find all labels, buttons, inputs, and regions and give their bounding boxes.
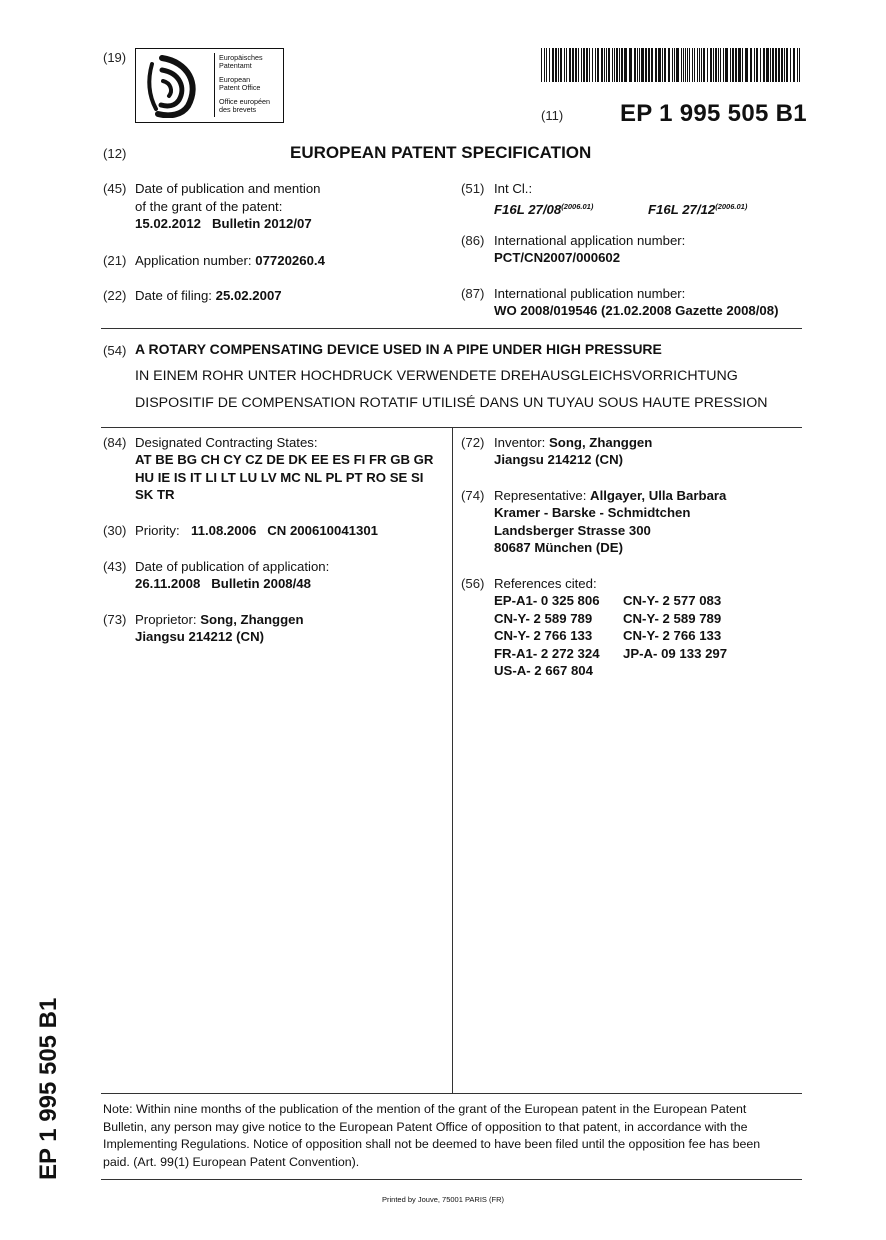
f86-label: International application number:: [494, 233, 686, 248]
barcode-bar: [750, 48, 752, 82]
reference-cell: EP-A1- 0 325 806: [494, 593, 600, 608]
barcode-bar: [581, 48, 582, 82]
reference-cell: CN-Y- 2 577 083: [623, 593, 722, 608]
table-row: [494, 627, 727, 645]
barcode-bar: [645, 48, 647, 82]
f45-value: 15.02.2012 Bulletin 2012/07: [135, 216, 312, 231]
proprietor-name: Song, Zhanggen: [200, 612, 304, 627]
barcode-bar: [621, 48, 623, 82]
barcode-bar: [572, 48, 574, 82]
title-de: IN EINEM ROHR UNTER HOCHDRUCK VERWENDETE DREHAUSGLEICHSVORRICHTUNG: [135, 368, 738, 384]
note-line-4: paid. (Art. 99(1) European Patent Convention).: [103, 1155, 360, 1169]
table-row: [494, 592, 727, 610]
barcode-bar: [662, 48, 663, 82]
barcode-bar: [597, 48, 599, 82]
f22-code: (22): [103, 288, 127, 303]
int-class-2-version: (2006.01): [715, 202, 748, 211]
reference-cell: JP-A- 09 133 297: [623, 645, 728, 661]
f84-code: (84): [103, 435, 127, 450]
f74-label: Representative:: [494, 488, 587, 503]
priority-value: 11.08.2006 CN 200610041301: [191, 523, 378, 538]
barcode-bar: [713, 48, 714, 82]
f21-code: (21): [103, 253, 127, 268]
barcode-bar: [707, 48, 708, 82]
barcode-bar: [692, 48, 693, 82]
divider-top: [101, 328, 802, 329]
barcode-bar: [699, 48, 700, 82]
publication-number: EP 1 995 505 B1: [620, 100, 807, 127]
barcode-bar: [784, 48, 785, 82]
barcode-bar: [651, 48, 653, 82]
reference-cell: CN-Y- 2 766 133: [623, 628, 722, 643]
f45-label1: Date of publication and mention: [135, 181, 321, 196]
barcode-bar: [558, 48, 559, 82]
barcode-bar: [742, 48, 743, 82]
barcode-bar: [672, 48, 673, 82]
barcode-bar: [715, 48, 717, 82]
f43-label: Date of publication of application:: [135, 559, 330, 574]
epo-emblem-icon: [142, 54, 210, 118]
barcode-bar: [790, 48, 791, 82]
barcode-bar: [676, 48, 679, 82]
barcode-bar: [612, 48, 613, 82]
pub-code: (11): [541, 108, 564, 123]
barcode-bar: [637, 48, 638, 82]
divider-note-bottom: [101, 1179, 802, 1180]
barcode-bar: [674, 48, 675, 82]
divider-note-top: [101, 1093, 802, 1094]
barcode-bar: [730, 48, 731, 82]
barcode-bar: [723, 48, 724, 82]
barcode-bar: [544, 48, 545, 82]
barcode-bar: [566, 48, 567, 82]
barcode-bar: [575, 48, 577, 82]
f30-label: Priority:: [135, 523, 180, 538]
logo-text-de2: Patentamt: [219, 61, 252, 70]
barcode-bar: [793, 48, 795, 82]
reference-cell: FR-A1- 2 272 324: [494, 645, 600, 661]
barcode-bar: [718, 48, 719, 82]
proprietor-address: Jiangsu 214212 (CN): [135, 629, 264, 644]
inventor-address: Jiangsu 214212 (CN): [494, 452, 623, 467]
barcode-bar: [624, 48, 627, 82]
application-number: 07720260.4: [255, 253, 325, 268]
reference-cell: CN-Y- 2 589 789: [623, 610, 722, 626]
barcode-bar: [541, 48, 542, 82]
barcode-bar: [648, 48, 650, 82]
barcode-bar: [732, 48, 734, 82]
barcode-bar: [703, 48, 705, 82]
barcode-bar: [681, 48, 682, 82]
barcode-bar: [770, 48, 771, 82]
barcode-bar: [760, 48, 761, 82]
references-table: [494, 592, 727, 680]
application-pub-date: 26.11.2008 Bulletin 2008/48: [135, 576, 311, 591]
doc-type-title: EUROPEAN PATENT SPECIFICATION: [290, 143, 592, 162]
barcode-bar: [685, 48, 686, 82]
f73-code: (73): [103, 612, 127, 627]
logo-text-fr1: Office européen: [219, 97, 271, 106]
f72-code: (72): [461, 435, 485, 450]
barcode-bar: [735, 48, 737, 82]
epo-logo: [135, 48, 284, 123]
barcode-bar: [720, 48, 721, 82]
barcode-bar: [697, 48, 698, 82]
barcode-bar: [586, 48, 588, 82]
f72-label: Inventor:: [494, 435, 546, 450]
barcode-bar: [797, 48, 798, 82]
barcode-bar: [604, 48, 605, 82]
barcode-bar: [606, 48, 607, 82]
states-line-2: HU IE IS IT LI LT LU LV MC NL PL PT RO SE SI: [135, 470, 424, 485]
barcode-bar: [763, 48, 765, 82]
barcode-bar: [629, 48, 632, 82]
logo-text-fr2: des brevets: [219, 105, 257, 114]
logo-text-de1: Europäisches: [219, 53, 263, 62]
barcode-bar: [710, 48, 712, 82]
note-line-3: Implementing Regulations. Notice of opposition shall not be deemed to have been filed until the opposition fee has been: [103, 1137, 761, 1151]
f45-code: (45): [103, 181, 127, 196]
barcode-bar: [619, 48, 620, 82]
barcode-bar: [589, 48, 590, 82]
intl-publication-number: WO 2008/019546 (21.02.2008 Gazette 2008/08): [494, 303, 779, 318]
barcode-bar: [658, 48, 661, 82]
f22-label: Date of filing:: [135, 288, 212, 303]
f56-label: References cited:: [494, 576, 597, 591]
f87-label: International publication number:: [494, 286, 686, 301]
barcode-bar: [766, 48, 769, 82]
column-divider: [452, 427, 453, 1093]
barcode-bar: [641, 48, 644, 82]
barcode-bar: [614, 48, 615, 82]
barcode-bar: [592, 48, 593, 82]
f87-code: (87): [461, 286, 485, 301]
barcode-bar: [655, 48, 657, 82]
note-line-1: Note: Within nine months of the publication of the mention of the grant of the European patent in the European Patent: [103, 1102, 747, 1116]
barcode-bar: [694, 48, 695, 82]
printer-credit: Printed by Jouve, 75001 PARIS (FR): [382, 1195, 504, 1204]
int-class-2: F16L 27/12: [648, 202, 716, 217]
filing-date: 25.02.2007: [215, 288, 282, 303]
barcode-bar: [608, 48, 610, 82]
barcode-bar: [683, 48, 684, 82]
representative-line-3: 80687 München (DE): [494, 540, 623, 555]
barcode-bar: [754, 48, 755, 82]
f84-label: Designated Contracting States:: [135, 435, 318, 450]
logo-text-en1: European: [219, 75, 251, 84]
office-code: (19): [103, 50, 127, 65]
barcode-bar: [595, 48, 596, 82]
inventor-name: Song, Zhanggen: [549, 435, 653, 450]
barcode-bar: [668, 48, 670, 82]
barcode-bar: [601, 48, 603, 82]
representative-line-2: Landsberger Strasse 300: [494, 523, 651, 538]
barcode-bar: [583, 48, 585, 82]
barcode-bar: [549, 48, 550, 82]
f43-code: (43): [103, 559, 127, 574]
barcode-bar: [786, 48, 788, 82]
barcode: [541, 48, 802, 82]
title-en: A ROTARY COMPENSATING DEVICE USED IN A PIPE UNDER HIGH PRESSURE: [135, 341, 662, 357]
f45-label2: of the grant of the patent:: [135, 199, 283, 214]
barcode-bar: [616, 48, 618, 82]
barcode-bar: [560, 48, 562, 82]
states-line-1: AT BE BG CH CY CZ DE DK EE ES FI FR GB GR: [135, 452, 434, 467]
barcode-bar: [639, 48, 640, 82]
barcode-bar: [564, 48, 565, 82]
barcode-bar: [772, 48, 774, 82]
barcode-bar: [781, 48, 783, 82]
f30-code: (30): [103, 523, 127, 538]
barcode-bar: [634, 48, 636, 82]
f51-code: (51): [461, 181, 485, 196]
note-line-2: Bulletin, any person may give notice to the European Patent Office of opposition to that patent, in accordance with the: [103, 1120, 748, 1134]
f51-label: Int Cl.:: [494, 181, 533, 196]
reference-cell: CN-Y- 2 589 789: [494, 610, 593, 626]
barcode-bar: [799, 48, 800, 82]
barcode-bar: [578, 48, 579, 82]
barcode-bar: [555, 48, 557, 82]
barcode-bar: [664, 48, 666, 82]
f54-code: (54): [103, 343, 127, 358]
barcode-bar: [687, 48, 688, 82]
f74-code: (74): [461, 488, 485, 503]
barcode-bar: [569, 48, 571, 82]
reference-cell: US-A- 2 667 804: [494, 663, 593, 678]
reference-cell: CN-Y- 2 766 133: [494, 628, 593, 643]
barcode-bar: [756, 48, 758, 82]
doc-type-code: (12): [103, 146, 127, 161]
states-line-3: SK TR: [135, 487, 175, 502]
f73-label: Proprietor:: [135, 612, 197, 627]
barcode-bar: [725, 48, 728, 82]
table-row: [494, 645, 727, 663]
barcode-bar: [738, 48, 741, 82]
barcode-bar: [778, 48, 780, 82]
side-publication-number: EP 1 995 505 B1: [35, 997, 62, 1180]
title-fr: DISPOSITIF DE COMPENSATION ROTATIF UTILISÉ DANS UN TUYAU SOUS HAUTE PRESSION: [135, 395, 768, 411]
barcode-bar: [546, 48, 547, 82]
barcode-bar: [552, 48, 554, 82]
table-row: [494, 662, 727, 680]
logo-text-en2: Patent Office: [219, 83, 261, 92]
representative-name: Allgayer, Ulla Barbara: [590, 488, 727, 503]
reference-cell: [623, 662, 727, 680]
int-class-1-version: (2006.01): [561, 202, 594, 211]
intl-application-number: PCT/CN2007/000602: [494, 250, 621, 265]
barcode-bar: [745, 48, 748, 82]
f21-label: Application number:: [135, 253, 252, 268]
f56-code: (56): [461, 576, 485, 591]
table-row: [494, 610, 727, 628]
representative-line-1: Kramer - Barske - Schmidtchen: [494, 505, 691, 520]
barcode-bar: [689, 48, 690, 82]
int-class-1: F16L 27/08: [494, 202, 562, 217]
f86-code: (86): [461, 233, 485, 248]
barcode-bar: [775, 48, 777, 82]
barcode-bar: [701, 48, 702, 82]
